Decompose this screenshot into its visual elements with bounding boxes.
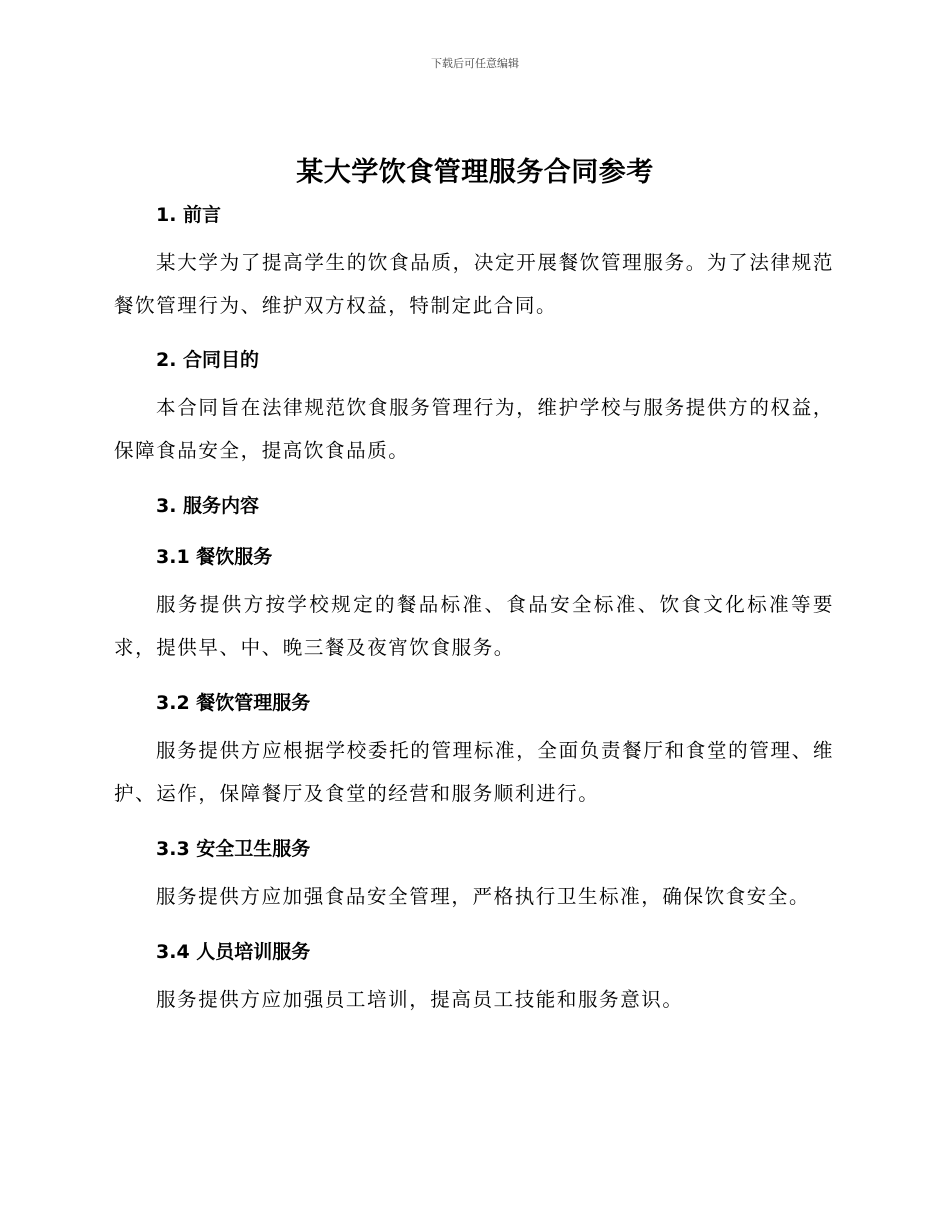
section-text-purpose: 本合同旨在法律规范饮食服务管理行为，维护学校与服务提供方的权益，保障食品安全，提高饮食品质。 (114, 396, 834, 462)
section-heading-catering-management: 3.2 餐饮管理服务 (156, 692, 311, 714)
section-text-safety-hygiene: 服务提供方应加强食品安全管理，严格执行卫生标准，确保饮食安全。 (156, 885, 811, 908)
section-heading-purpose: 2. 合同目的 (156, 349, 260, 371)
document-title: 某大学饮食管理服务合同参考 (296, 157, 654, 188)
section-heading-service-content: 3. 服务内容 (156, 495, 260, 517)
section-text-staff-training: 服务提供方应加强员工培训，提高员工技能和服务意识。 (156, 988, 684, 1011)
section-heading-staff-training: 3.4 人员培训服务 (156, 941, 311, 963)
section-text-catering-management: 服务提供方应根据学校委托的管理标准，全面负责餐厅和食堂的管理、维护、运作，保障餐厅及食堂的经营和服务顺利进行。 (114, 739, 834, 805)
section-heading-preface: 1. 前言 (156, 204, 222, 226)
section-heading-safety-hygiene: 3.3 安全卫生服务 (156, 838, 311, 860)
header-note: 下载后可任意编辑 (431, 57, 519, 70)
section-heading-catering: 3.1 餐饮服务 (156, 546, 273, 568)
section-text-preface: 某大学为了提高学生的饮食品质，决定开展餐饮管理服务。为了法律规范餐饮管理行为、维护双方权益，特制定此合同。 (114, 251, 834, 317)
section-text-catering: 服务提供方按学校规定的餐品标准、食品安全标准、饮食文化标准等要求，提供早、中、晚三餐及夜宵饮食服务。 (114, 593, 834, 659)
